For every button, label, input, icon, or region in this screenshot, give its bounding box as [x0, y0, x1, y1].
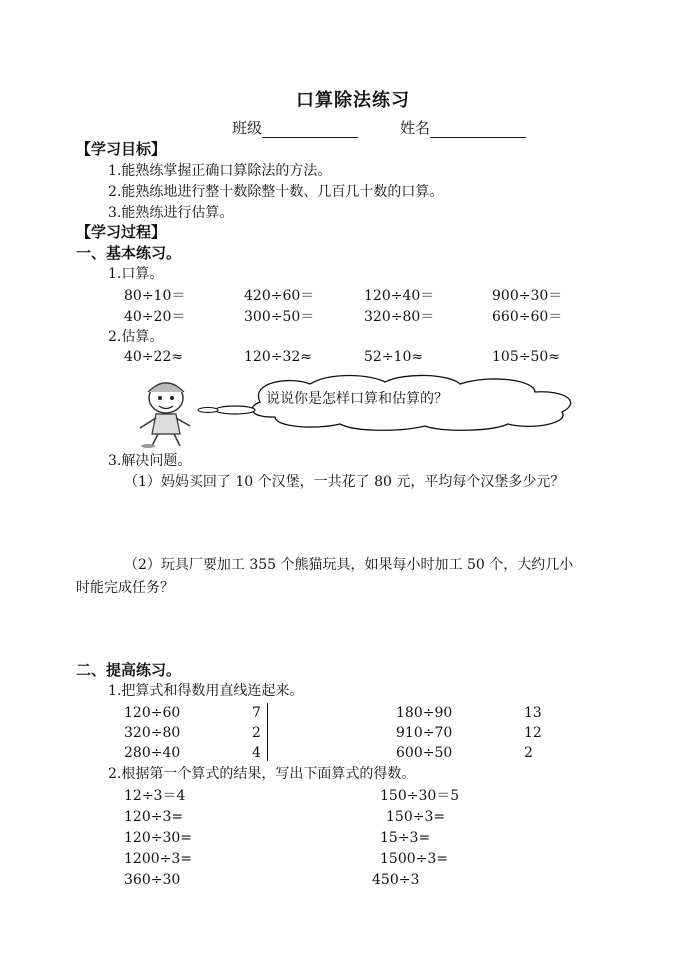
oral-calc-item: 40÷20＝	[124, 309, 186, 325]
match-left-result: 4	[252, 745, 261, 761]
oral-calc-item: 300÷50＝	[244, 309, 315, 325]
match-right-result: 12	[524, 725, 542, 741]
oral-calc-item: 320÷80＝	[364, 309, 435, 325]
estimate-item: 120÷32≈	[244, 349, 312, 365]
match-left-expr: 320÷80	[124, 725, 181, 741]
match-right-expr: 180÷90	[396, 705, 453, 721]
speech-cloud-text: 说说你是怎样口算和估算的？	[266, 391, 448, 407]
matching-label: 1.把算式和得数用直线连起来。	[108, 683, 304, 699]
derive-left-item: 120÷3=	[124, 809, 184, 825]
derive-left-item: 12÷3＝4	[124, 788, 186, 804]
goal-item: 1.能熟练掌握正确口算除法的方法。	[108, 163, 332, 179]
derive-left-item: 120÷30=	[124, 830, 192, 846]
match-left-result: 7	[252, 705, 261, 721]
word-problem-1: （1）妈妈买回了 10 个汉堡，一共花了 80 元，平均每个汉堡多少元？	[124, 474, 565, 490]
oral-calc-item: 420÷60＝	[244, 288, 315, 304]
estimate-item: 52÷10≈	[364, 349, 424, 365]
derive-left-item: 1200÷3=	[124, 851, 192, 867]
match-right-expr: 910÷70	[396, 725, 453, 741]
derive-results-label: 2.根据第一个算式的结果，写出下面算式的得数。	[108, 766, 416, 782]
class-blank	[262, 123, 358, 138]
name-blank	[430, 123, 526, 138]
oral-calc-label: 1.口算。	[108, 266, 164, 282]
oral-calc-item: 660÷60＝	[492, 309, 563, 325]
problem-solving-label: 3.解决问题。	[108, 453, 192, 469]
match-left-expr: 120÷60	[124, 705, 181, 721]
derive-right-item: 1500÷3=	[380, 851, 448, 867]
match-right-expr: 600÷50	[396, 745, 453, 761]
derive-right-item: 15÷3=	[380, 830, 431, 846]
page-title: 口算除法练习	[296, 90, 410, 111]
vertical-divider	[267, 703, 268, 761]
goal-item: 2.能熟练地进行整十数除整十数、几百几十数的口算。	[108, 184, 444, 200]
derive-right-item: 450÷3	[372, 872, 420, 888]
name-label: 姓名	[400, 119, 431, 137]
section2-heading: 二、提高练习。	[76, 661, 182, 679]
process-heading: 【学习过程】	[76, 223, 167, 241]
name-field	[400, 118, 526, 138]
oral-calc-item: 80÷10＝	[124, 288, 186, 304]
derive-left-item: 360÷30	[124, 872, 181, 888]
derive-right-item: 150÷30＝5	[380, 788, 460, 804]
match-left-expr: 280÷40	[124, 745, 181, 761]
oral-calc-item: 900÷30＝	[492, 288, 563, 304]
estimate-label: 2.估算。	[108, 329, 164, 345]
goals-heading: 【学习目标】	[76, 140, 167, 158]
estimate-item: 40÷22≈	[124, 349, 184, 365]
word-problem-2-line1: （2）玩具厂要加工 355 个熊猫玩具，如果每小时加工 50 个，大约几小	[124, 557, 574, 573]
goal-item: 3.能熟练进行估算。	[108, 205, 234, 221]
word-problem-2-line2: 时能完成任务？	[76, 580, 174, 596]
derive-right-item: 150÷3=	[386, 809, 446, 825]
match-left-result: 2	[252, 725, 261, 741]
match-right-result: 13	[524, 705, 542, 721]
class-field	[232, 118, 358, 138]
oral-calc-item: 120÷40＝	[364, 288, 435, 304]
estimate-item: 105÷50≈	[492, 349, 560, 365]
section1-heading: 一、基本练习。	[76, 244, 182, 262]
class-label: 班级	[232, 119, 263, 137]
match-right-result: 2	[524, 745, 533, 761]
